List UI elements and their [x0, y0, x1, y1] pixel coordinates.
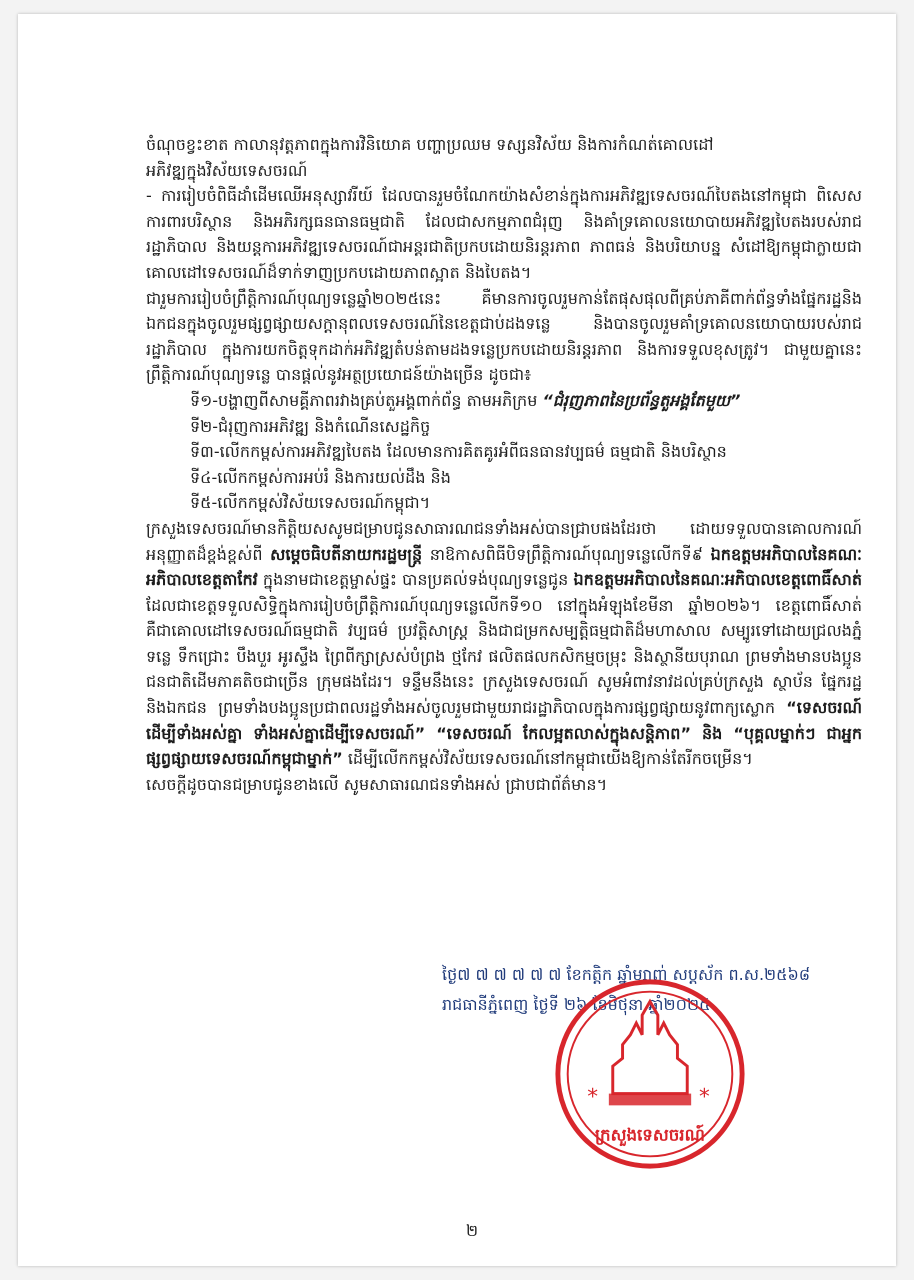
page-number: ២ — [466, 1221, 479, 1240]
benefit-item-3 — [146, 439, 862, 465]
benefit-text: ទី៥-លើកកម្ពស់វិស័យទេសចរណ៍កម្ពុជា។ — [190, 493, 431, 513]
slogans: “ទេសចរណ៍ដើម្បីទាំងអស់គ្នា ទាំងអស់គ្នាដើម្បីទេសចរណ៍” “ទេសចរណ៍ កែលម្អតលាស់ក្នុងសន្តិភាព” និង “បុគ្គលម្នាក់ៗ ជាអ្នកផ្សព្វផ្សាយទេសចរណ៍កម្ពុជាម្នាក់” — [146, 698, 862, 769]
lunar-date: ថ្ងៃ៧ ៧ ៧ ៧ ៧ ៧ ខែកត្តិក ឆ្នាំម្សាញ់ សប្តស័ក ព.ស.២៥៦៨ — [442, 965, 811, 984]
announcement-text-1: ក្រសួងទេសចរណ៍មានកិត្តិយសសូមជម្រាបជូនសាធារណជនទាំងអស់បានជ្រាបផងដែរថា ដោយទទួលបានគោលការណ៍អនុញ្ញាតដ៏ខ្ពង់ខ្ពស់ពី — [146, 518, 862, 564]
benefit-text: ទី៤-លើកកម្ពស់ការអប់រំ និងការយល់ដឹង និង — [190, 467, 451, 487]
takeo-governor: ឯកឧត្តមអភិបាលនៃគណៈអភិបាលខេត្តតាកែវ — [146, 544, 862, 590]
svg-text:*: * — [699, 1084, 710, 1110]
pm-title: សម្តេចធិបតីនាយករដ្ឋមន្ត្រី — [270, 544, 423, 564]
seal-text: ក្រសួងទេសចរណ៍ — [595, 1125, 705, 1145]
pursat-governor: ឯកឧត្តមអភិបាលនៃគណៈអភិបាលខេត្តពោធិ៍សាត់ — [573, 570, 862, 590]
document-body — [146, 132, 862, 797]
intro-line-2: អភិវឌ្ឍក្នុងវិស័យទេសចរណ៍ — [146, 160, 308, 180]
benefit-item-2 — [146, 414, 862, 440]
benefit-text: ទី២-ជំរុញការអភិវឌ្ឍ និងកំណើនសេដ្ឋកិច្ច — [190, 416, 431, 436]
benefit-text: ទី១-បង្ហាញពីសាមគ្គីភាពរវាងគ្រប់តួអង្គពាក់ព័ន្ធ តាមអភិក្រម — [190, 390, 543, 410]
solar-date: រាជធានីភ្នំពេញ ថ្ងៃទី ២៦ ខែមិថុនា ឆ្នាំ២០២៥ — [442, 995, 711, 1014]
announcement-text-5: ដើម្បីលើកកម្ពស់វិស័យទេសចរណ៍នៅកម្ពុជាយើងឱ្យកាន់តែរីកចម្រើន។ — [342, 749, 753, 769]
benefit-item-5 — [146, 490, 862, 516]
announcement-text-4: ដែលជាខេត្តទទួលសិទ្ធិក្នុងការរៀបចំព្រឹត្តិការណ៍បុណ្យទន្លេលើកទី១០ នៅក្នុងអំឡុងខែមីនា ឆ្នាំ២០២៦។ ខេត្តពោធិ៍សាត់ គឺជាគោលដៅទេសចរណ៍ធម្មជាតិ វប្បធម៌ ប្រវត្តិសាស្ត្រ និងជាជម្រកសម្បត្តិធម្មជាតិដ៏មហាសាល សម្បូរទៅដោយជ្រលងភ្នំ ទន្លេ ទឹកជ្រោះ បឹងបួរ អូរស្ទឹង ព្រៃពីក្សាស្រស់បំព្រង ថ្មកែវ ផលិតផលកសិកម្មចម្រុះ និងស្ថានីយបុរាណ ព្រមទាំងមានបងប្អូនជនជាតិដើមភាគតិចជាច្រើន ក្រុមផងដែរ។ ទន្ទឹមនឹងនេះ ក្រសួងទេសចរណ៍ សូមអំពាវនាវដល់គ្រប់ក្រសួង ស្ថាប័ន ផ្នែករដ្ឋនិងឯកជន ព្រមទាំងបងប្អូនប្រជាពលរដ្ឋទាំងអស់ចូលរួមជាមួយរាជរដ្ឋាភិបាលក្នុងការផ្សព្វផ្សាយនូវពាក្យស្លោក — [146, 595, 862, 718]
benefit-item-4 — [146, 465, 862, 491]
benefits-list — [146, 388, 862, 516]
announcement-paragraph — [146, 516, 862, 772]
announcement-text-3: ក្នុងនាមជាខេត្តម្ចាស់ផ្ទះ បានប្រគល់ទង់បុណ្យទន្លេជូន — [257, 570, 574, 590]
intro-line-1: ចំណុចខ្វះខាត កាលានុវត្តភាពក្នុងការវិនិយោគ បញ្ហាប្រឈម ទស្សនវិស័យ និងការកំណត់គោលដៅ — [146, 135, 714, 154]
benefit-text: ទី៣-លើកកម្ពស់ការអភិវឌ្ឍបៃតង ដែលមានការគិតគូរអំពីធនធានវប្បធម៌ ធម្មជាតិ និងបរិស្ថាន — [190, 442, 727, 462]
benefit-item-1 — [146, 388, 862, 414]
ministry-seal — [552, 976, 748, 1172]
tree-planting-paragraph: - ការរៀបចំពិធីដាំដើមឈើអនុស្សាវរីយ៍ ដែលបានរួមចំណែកយ៉ាងសំខាន់ក្នុងការអភិវឌ្ឍទេសចរណ៍បៃតងនៅកម្ពុជា ពិសេសការពារបរិស្ថាន និងអភិរក្សធនធានធម្មជាតិ ដែលជាសកម្មភាពជំរុញ និងគាំទ្រគោលនយោបាយអភិវឌ្ឍបៃតងរបស់រាជរដ្ឋាភិបាល និងយន្តការអភិវឌ្ឍទេសចរណ៍ជាអន្តរជាតិប្រកបដោយនិរន្តរភាព ភាពធន់ និងបរិយាបន្ន សំដៅឱ្យកម្ពុជាក្លាយជាគោលដៅទេសចរណ៍ដ៏ទាក់ទាញប្រកបដោយភាពស្អាត និងបៃតង។ — [146, 186, 862, 282]
benefit-bold: “ជំរុញភាពនៃប្រព័ន្ធតួអង្គតែមួយ” — [542, 390, 741, 410]
closing-paragraph: សេចក្តីដូចបានជម្រាបជូនខាងលើ សូមសាធារណជនទាំងអស់ ជ្រាបជាព័ត៌មាន។ — [146, 774, 608, 794]
svg-text:*: * — [587, 1084, 599, 1110]
announcement-text-2: នាឱកាសពិធីបិទព្រឹត្តិការណ៍បុណ្យទន្លេលើកទី៩ — [422, 544, 711, 564]
document-page — [18, 14, 896, 1266]
summary-paragraph: ជារួមការរៀបចំព្រឹត្តិការណ៍បុណ្យទន្លេឆ្នាំ២០២៥នេះ គឺមានការចូលរួមកាន់តែផុសផុលពីគ្រប់ភាគីពាក់ព័ន្ធទាំងផ្នែករដ្ឋនិងឯកជនក្នុងចូលរួមផ្សព្វផ្សាយសក្តានុពលទេសចរណ៍នៃខេត្តជាប់ដងទន្លេ និងបានចូលរួមគាំទ្រគោលនយោបាយរបស់រាជរដ្ឋាភិបាល ក្នុងការយកចិត្តទុកដាក់អភិវឌ្ឍតំបន់តាមដងទន្លេប្រកបដោយនិរន្តរភាព និងការទទួលខុសត្រូវ។ ជាមួយគ្នានេះ ព្រឹត្តិការណ៍បុណ្យទន្លេ បានផ្តល់នូវអត្ថប្រយោជន៍យ៉ាងច្រើន ដូចជា៖ — [146, 288, 862, 385]
